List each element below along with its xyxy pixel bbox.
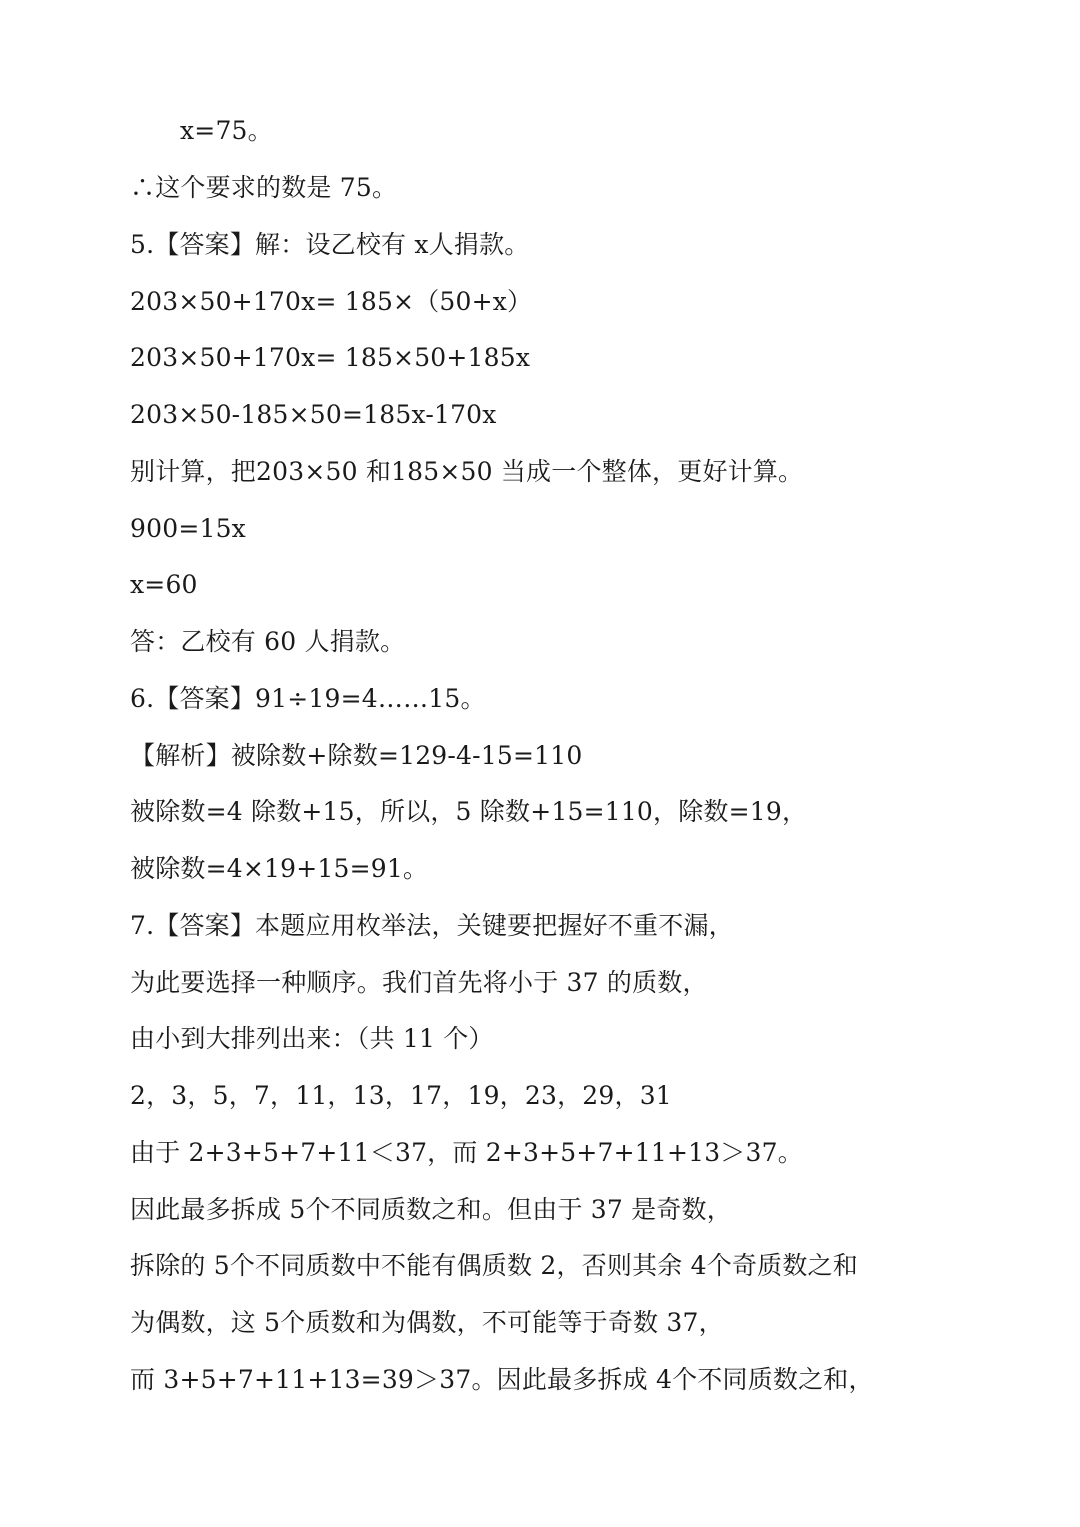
answer-6-step-2: 被除数=4×19+15=91。 [130, 854, 429, 883]
answer-6-analysis: 【解析】被除数+除数=129-4-15=110 [130, 741, 583, 770]
answer-5-equation-5: x=60 [130, 570, 198, 599]
answer-7-prime-list: 2，3，5，7，11，13，17，19，23，29，31 [130, 1081, 672, 1110]
answer-7-line-2: 为此要选择一种顺序。我们首先将小于 37 的质数， [130, 968, 708, 997]
answer-7-line-5: 由于 2+3+5+7+11＜37，而 2+3+5+7+11+13＞37。 [130, 1138, 803, 1167]
answer-5-equation-1: 203×50+170x= 185×（50+x） [130, 287, 533, 316]
answer-7-line-3: 由小到大排列出来：（共 11 个） [130, 1024, 494, 1053]
answer-5-final: 答：乙校有 60 人捐款。 [130, 627, 406, 656]
answer-6-heading: 6.【答案】91÷19=4……15。 [130, 684, 486, 713]
answer-7-line-6: 因此最多拆成 5个不同质数之和。但由于 37 是奇数， [130, 1195, 732, 1224]
answer-7-line-8: 为偶数，这 5个质数和为偶数，不可能等于奇数 37， [130, 1308, 724, 1337]
conclusion-75: ∴这个要求的数是 75。 [130, 173, 398, 202]
answer-5-equation-3: 203×50-185×50=185x-170x [130, 400, 497, 429]
answer-5-heading: 5.【答案】解：设乙校有 x人捐款。 [130, 230, 530, 259]
answer-7-line-9: 而 3+5+7+11+13=39＞37。因此最多拆成 4个不同质数之和， [130, 1365, 874, 1394]
answer-7-heading: 7.【答案】本题应用枚举法，关键要把握好不重不漏， [130, 911, 734, 940]
answer-5-note: 别计算，把203×50 和185×50 当成一个整体，更好计算。 [130, 457, 804, 486]
answer-7-line-7: 拆除的 5个不同质数中不能有偶质数 2，否则其余 4个奇质数之和 [130, 1251, 858, 1280]
equation-x-75: x=75。 [180, 116, 273, 145]
answer-6-step-1: 被除数=4 除数+15，所以，5 除数+15=110，除数=19， [130, 797, 808, 826]
answer-5-equation-2: 203×50+170x= 185×50+185x [130, 343, 531, 372]
answer-5-equation-4: 900=15x [130, 514, 246, 543]
